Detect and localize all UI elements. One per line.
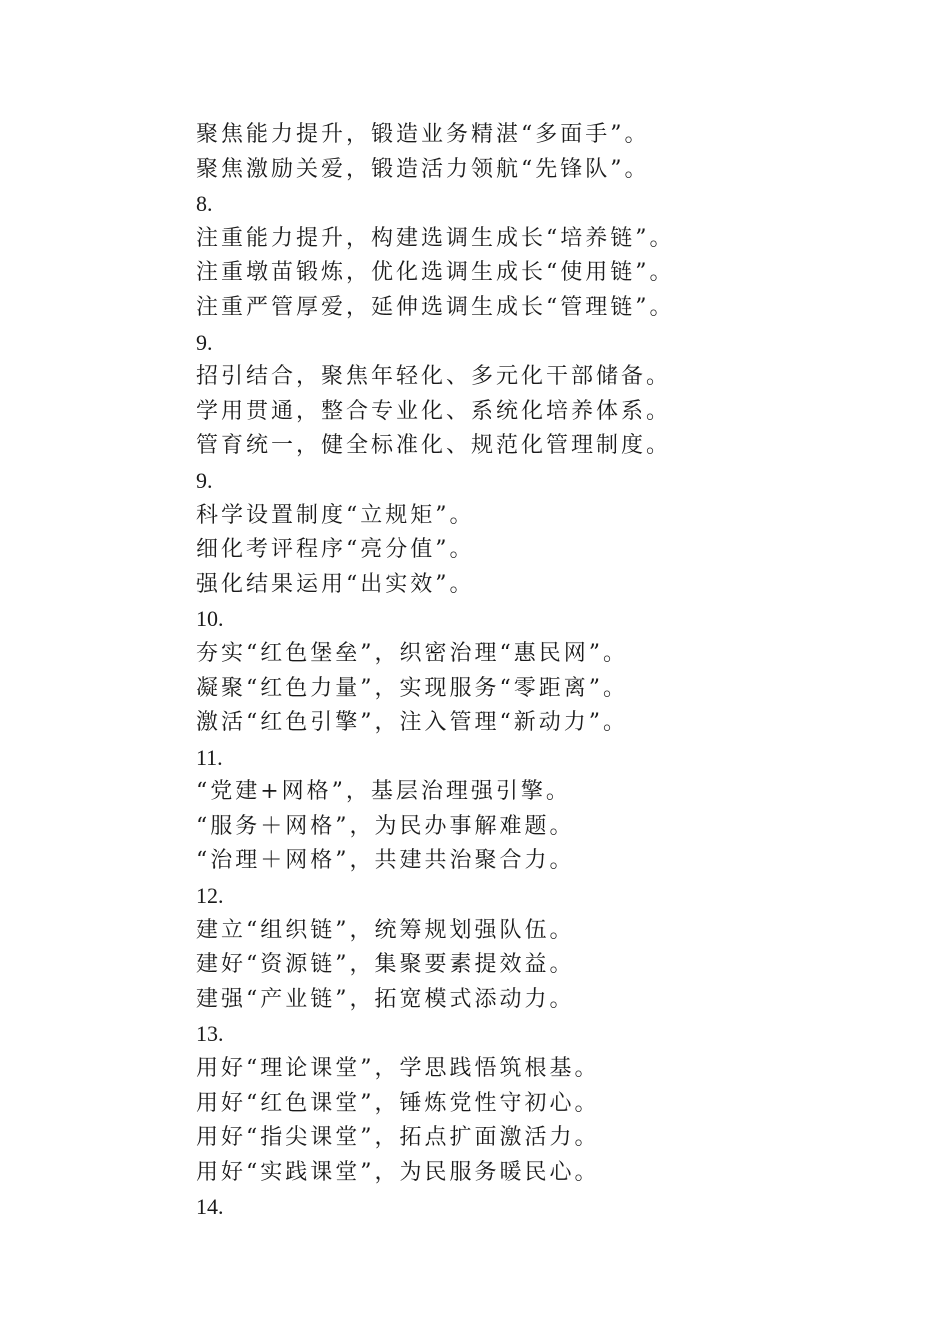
text-line: 凝聚“红色力量”，实现服务“零距离”。 (196, 675, 628, 701)
text-line: 注重能力提升，构建选调生成长“培养链”。 (196, 225, 675, 251)
text-line: 聚焦激励关爱，锻造活力领航“先锋队”。 (196, 156, 650, 182)
text-line: “服务＋网格”，为民办事解难题。 (196, 813, 575, 839)
text-line: 激活“红色引擎”，注入管理“新动力”。 (196, 710, 628, 736)
text-line: 建好“资源链”，集聚要素提效益。 (196, 952, 575, 978)
section-number: 13. (196, 1021, 224, 1047)
text-line: 注重墩苗锻炼，优化选调生成长“使用链”。 (196, 260, 675, 286)
text-line: 用好“理论课堂”，学思践悟筑根基。 (196, 1056, 600, 1082)
text-line: 注重严管厚爱，延伸选调生成长“管理链”。 (196, 294, 675, 320)
section-number: 12. (196, 883, 224, 909)
text-line: “党建+网格”，基层治理强引擎。 (196, 779, 571, 805)
section-number: 8. (196, 191, 213, 217)
text-line: 招引结合，聚焦年轻化、多元化干部储备。 (196, 364, 672, 390)
document-body (196, 118, 896, 1225)
text-line: 用好“实践课堂”，为民服务暖民心。 (196, 1159, 600, 1185)
text-line: 管育统一，健全标准化、规范化管理制度。 (196, 433, 672, 459)
section-number: 14. (196, 1194, 224, 1220)
text-line: 建立“组织链”，统筹规划强队伍。 (196, 917, 575, 943)
section-number: 10. (196, 606, 224, 632)
text-line: 用好“红色课堂”，锤炼党性守初心。 (196, 1090, 600, 1116)
text-line: 学用贯通，整合专业化、系统化培养体系。 (196, 398, 672, 424)
section-number: 11. (196, 744, 223, 770)
text-line: 细化考评程序“亮分值”。 (196, 537, 475, 563)
text-line: 科学设置制度“立规矩”。 (196, 502, 475, 528)
text-line: 用好“指尖课堂”，拓点扩面激活力。 (196, 1125, 600, 1151)
text-line: 建强“产业链”，拓宽模式添动力。 (196, 986, 575, 1012)
section-number: 9. (196, 329, 213, 355)
text-line: 夯实“红色堡垒”，织密治理“惠民网”。 (196, 640, 628, 666)
section-number: 9. (196, 467, 213, 493)
text-line: “治理＋网格”，共建共治聚合力。 (196, 848, 575, 874)
text-line: 聚焦能力提升，锻造业务精湛“多面手”。 (196, 122, 650, 147)
text-line: 强化结果运用“出实效”。 (196, 571, 475, 597)
